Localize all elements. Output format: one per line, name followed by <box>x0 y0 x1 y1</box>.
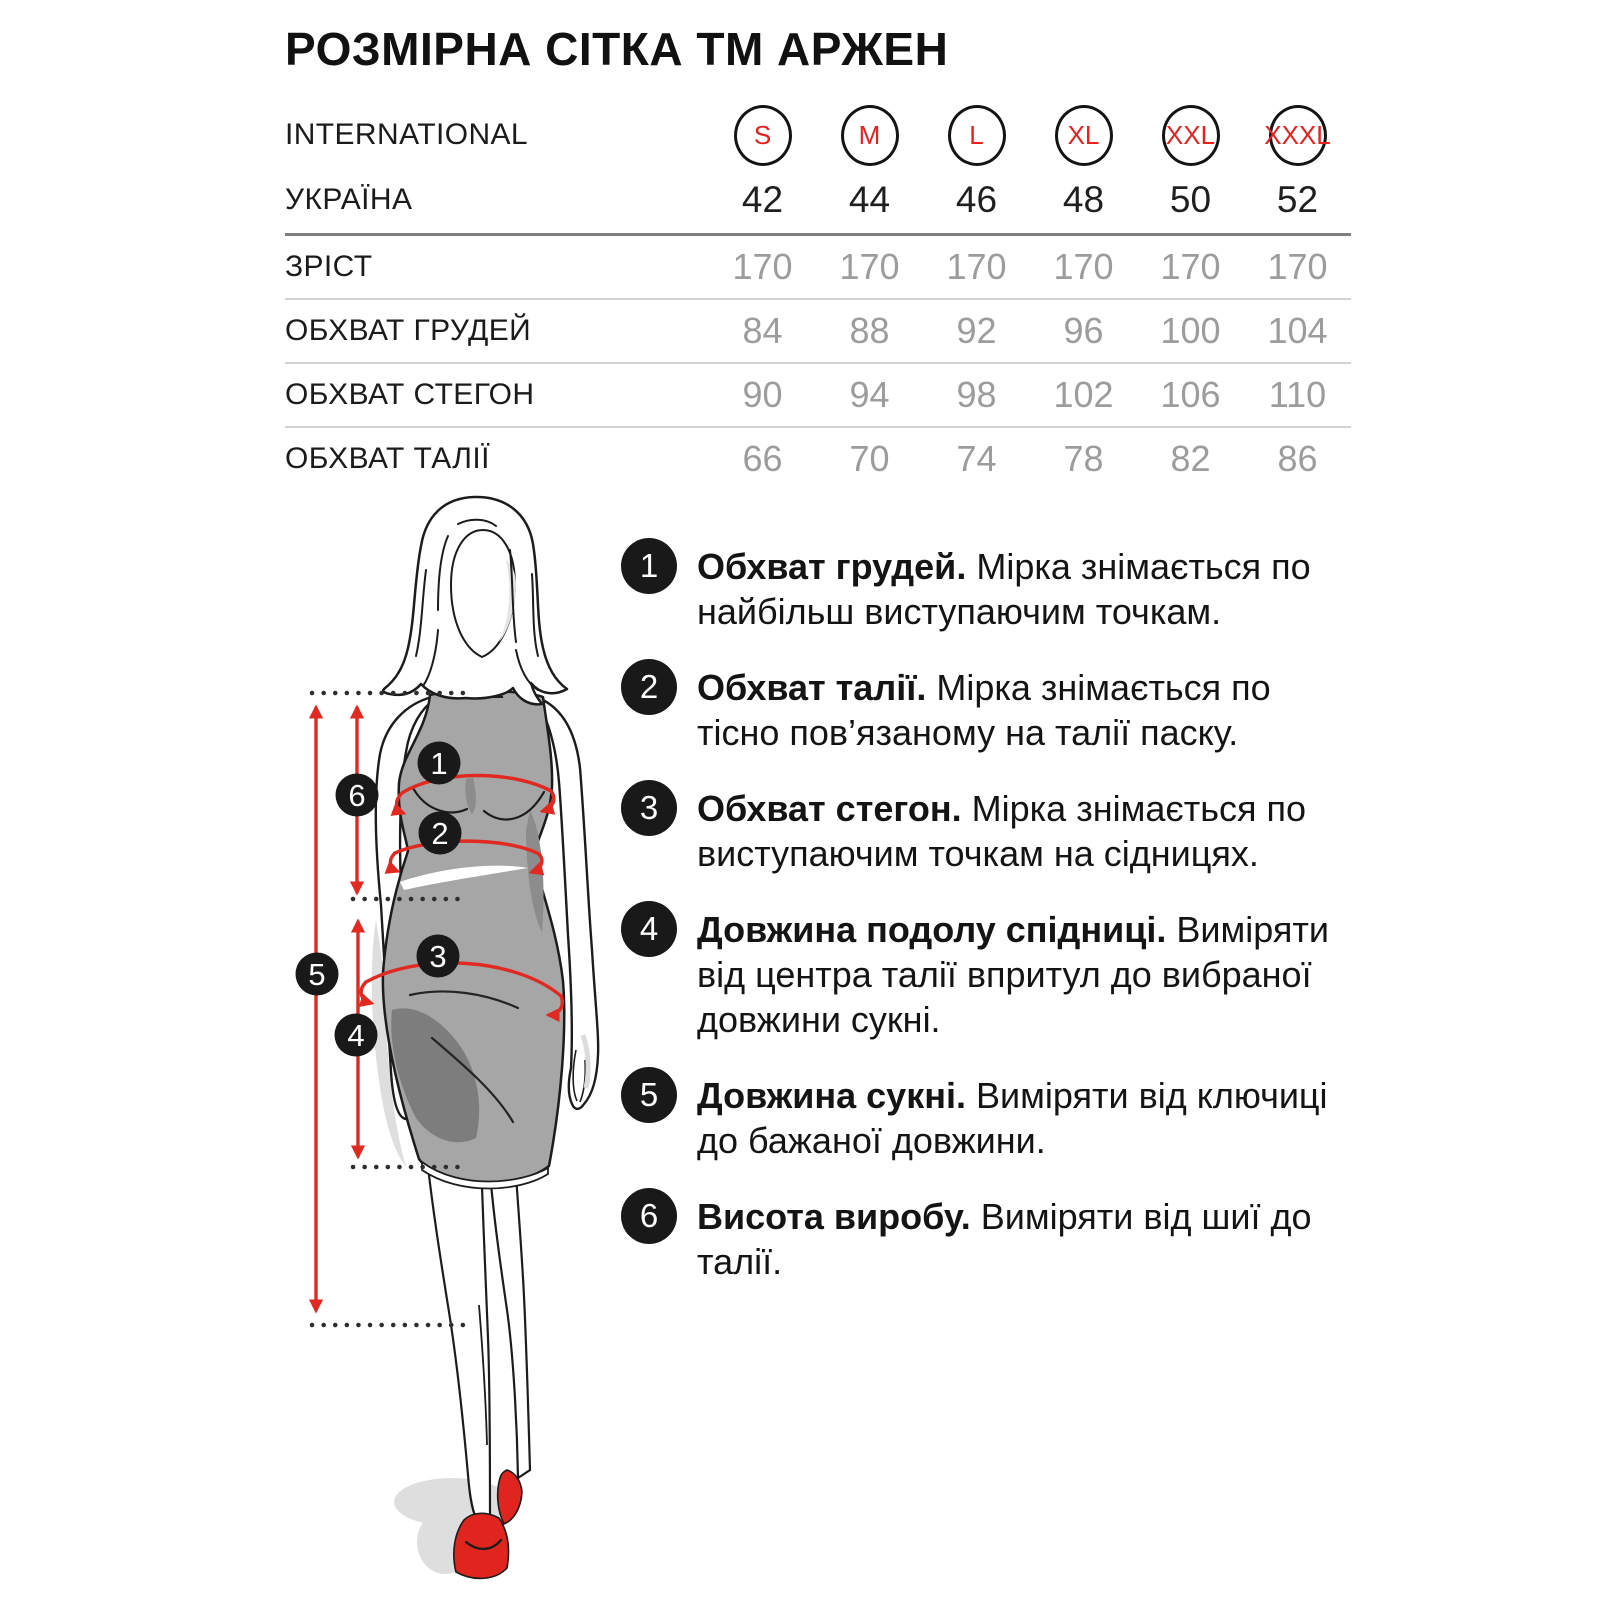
size-cell: 170 <box>1053 246 1114 287</box>
figure-marker-3 <box>417 935 460 978</box>
size-cell: 86 <box>1277 438 1318 479</box>
legend-text <box>697 907 1347 1042</box>
row-label: ОБХВАТ СТЕГОН <box>285 378 535 411</box>
size-cell: 96 <box>1063 310 1104 351</box>
row-label: ЗРІСТ <box>285 250 373 283</box>
size-cell: 102 <box>1053 374 1114 415</box>
size-cell: 94 <box>849 374 890 415</box>
size-cell: 42 <box>741 179 784 220</box>
size-cell: 84 <box>742 310 783 351</box>
legend-number-badge: 6 <box>621 1188 677 1244</box>
svg-text:5: 5 <box>308 957 326 992</box>
size-cell <box>923 105 1030 166</box>
legend-number-badge: 5 <box>621 1067 677 1123</box>
size-cell <box>1030 105 1137 166</box>
size-cell: 110 <box>1268 374 1327 415</box>
table-row <box>285 103 1351 167</box>
svg-text:2: 2 <box>431 816 449 851</box>
legend-description: Мірка знімається по найбільш виступаючим точкам. <box>697 546 1311 632</box>
legend-term: Обхват стегон. <box>697 788 962 829</box>
page-title: РОЗМІРНА СІТКА ТМ АРЖЕН <box>285 23 949 75</box>
size-cell: 100 <box>1160 310 1221 351</box>
legend-term: Довжина подолу спідниці. <box>697 909 1167 950</box>
measurement-legend <box>621 544 1347 1284</box>
legend-term: Висота виробу. <box>697 1196 971 1237</box>
table-row <box>285 364 1351 426</box>
table-row <box>285 300 1351 362</box>
size-cell: 70 <box>849 438 890 479</box>
legend-text <box>697 1194 1347 1284</box>
size-cell: 44 <box>848 179 891 220</box>
size-cell: 66 <box>742 438 783 479</box>
size-cell: 74 <box>956 438 997 479</box>
front-shoe <box>454 1513 509 1578</box>
size-circle: XL <box>1055 105 1113 166</box>
size-cell <box>709 105 816 166</box>
size-cell: 78 <box>1063 438 1104 479</box>
size-cell: 88 <box>849 310 890 351</box>
svg-text:6: 6 <box>348 778 366 813</box>
legend-text <box>697 1073 1347 1163</box>
legend-text <box>697 544 1347 634</box>
size-cell: 82 <box>1170 438 1211 479</box>
legend-description: Мірка знімається по тісно пов’язаному на талії паску. <box>697 667 1271 753</box>
legend-item <box>621 786 1347 876</box>
legend-term: Обхват талії. <box>697 667 927 708</box>
size-circle: S <box>734 105 792 166</box>
legend-number-badge: 3 <box>621 780 677 836</box>
size-cell: 90 <box>742 374 783 415</box>
svg-text:4: 4 <box>347 1018 365 1053</box>
table-row <box>285 428 1351 490</box>
legend-number-badge: 1 <box>621 538 677 594</box>
legend-item <box>621 665 1347 755</box>
size-cell: 106 <box>1160 374 1221 415</box>
table-row <box>285 167 1351 233</box>
size-circle: M <box>841 105 899 166</box>
table-row <box>285 236 1351 298</box>
legend-number-badge: 4 <box>621 901 677 957</box>
size-cell: 170 <box>839 246 900 287</box>
figure-marker-1 <box>418 742 461 785</box>
size-cell <box>816 105 923 166</box>
legend-description: Виміряти від ключиці до бажаної довжини. <box>697 1075 1328 1161</box>
svg-text:1: 1 <box>430 746 448 781</box>
legend-item <box>621 907 1347 1042</box>
size-cell: 98 <box>956 374 997 415</box>
legend-item <box>621 544 1347 634</box>
legend-text <box>697 665 1347 755</box>
size-cell <box>1137 105 1244 166</box>
figure-marker-6 <box>336 774 379 817</box>
legend-item <box>621 1073 1347 1163</box>
size-cell: 170 <box>946 246 1007 287</box>
head <box>383 497 567 704</box>
size-cell: 92 <box>956 310 997 351</box>
row-label: ОБХВАТ ТАЛІЇ <box>285 442 490 475</box>
legend-term: Довжина сукні. <box>697 1075 966 1116</box>
measurement-figure <box>280 490 620 1600</box>
size-table <box>285 103 1351 490</box>
size-cell <box>1244 105 1351 166</box>
legend-number-badge: 2 <box>621 659 677 715</box>
row-label: INTERNATIONAL <box>285 118 529 151</box>
size-cell: 50 <box>1169 179 1212 220</box>
size-cell: 52 <box>1276 179 1319 220</box>
size-cell: 170 <box>732 246 793 287</box>
legend-description: Мірка знімається по виступаючим точкам на сідницях. <box>697 788 1306 874</box>
legend-text <box>697 786 1347 876</box>
row-label: ОБХВАТ ГРУДЕЙ <box>285 314 532 347</box>
legend-item <box>621 1194 1347 1284</box>
figure-marker-5 <box>296 953 339 996</box>
size-circle: L <box>948 105 1006 166</box>
size-cell: 48 <box>1062 179 1105 220</box>
size-cell: 104 <box>1267 310 1328 351</box>
row-label: УКРАЇНА <box>285 183 413 216</box>
size-circle: XXL <box>1162 105 1220 166</box>
size-cell: 170 <box>1267 246 1328 287</box>
size-circle: XXXL <box>1269 105 1327 166</box>
svg-text:3: 3 <box>429 939 447 974</box>
size-cell: 170 <box>1160 246 1221 287</box>
legend-description: Виміряти від шиї до талії. <box>697 1196 1312 1282</box>
legend-term: Обхват грудей. <box>697 546 967 587</box>
size-cell: 46 <box>955 179 998 220</box>
figure-marker-2 <box>419 812 462 855</box>
legend-description: Виміряти від центра талії впритул до вибраної довжини сукні. <box>697 909 1329 1040</box>
dress <box>383 691 564 1188</box>
figure-marker-4 <box>335 1014 378 1057</box>
